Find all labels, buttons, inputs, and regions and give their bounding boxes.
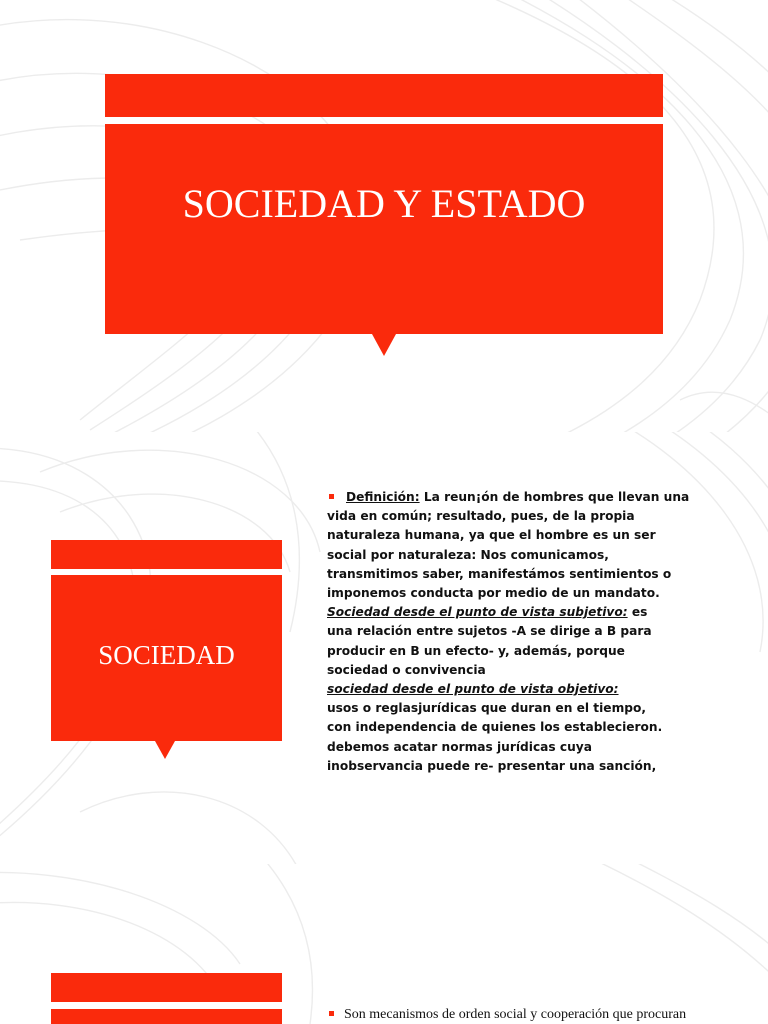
objective-line: debemos acatar normas jurídicas cuya: [327, 739, 592, 754]
subjective-first-line: Sociedad desde el punto de vista subjetivo: es: [327, 605, 648, 620]
definition-line: imponemos conducta por medio de un mandato.: [327, 586, 660, 601]
slide-2: [0, 432, 768, 864]
definition-line: social por naturaleza: Nos comunicamos,: [327, 547, 609, 562]
subjective-line: sociedad o convivencia: [327, 662, 486, 677]
definition-content: [327, 488, 727, 776]
bullet-icon: [329, 1011, 334, 1016]
definition-label: Definición:: [346, 490, 420, 504]
section-title: SOCIEDAD: [98, 640, 235, 670]
objective-line: usos o reglasjurídicas que duran en el tiempo,: [327, 701, 646, 716]
slide-1: [0, 0, 768, 432]
objective-label: sociedad desde el punto de vista objetivo:: [327, 682, 619, 697]
section-box: [51, 1009, 282, 1024]
main-title: SOCIEDAD Y ESTADO: [182, 181, 586, 226]
definition-line: naturaleza humana, ya que el hombre es un ser: [327, 528, 656, 543]
title-box: [105, 124, 663, 334]
section-top-band: [51, 973, 282, 1002]
section-pointer: [155, 741, 175, 759]
objective-line: con independencia de quienes los establecieron.: [327, 720, 663, 735]
section-top-band: [51, 540, 282, 569]
slide-3: [0, 864, 768, 1024]
objective-line: inobservancia puede re- presentar una sanción,: [327, 758, 657, 773]
bullet-icon: [329, 494, 334, 499]
subjective-label: Sociedad desde el punto de vista subjetivo:: [327, 605, 628, 620]
title-top-band: [105, 74, 663, 117]
definition-line: transmitimos saber, manifestámos sentimientos o: [327, 566, 672, 581]
definition-line: vida en común; resultado, pues, de la propia: [327, 509, 635, 524]
slide-3-content: [327, 1005, 747, 1024]
slide-3-bullet-text: Son mecanismos de orden social y cooperación que procuran: [344, 1007, 687, 1022]
subjective-line: producir en B un efecto- y, además, porque: [327, 643, 625, 658]
subjective-line: una relación entre sujetos -A se dirige a B para: [327, 624, 652, 639]
title-pointer: [372, 334, 396, 356]
definition-first-line: Definición: La reun¡ón de hombres que llevan una: [327, 488, 727, 507]
